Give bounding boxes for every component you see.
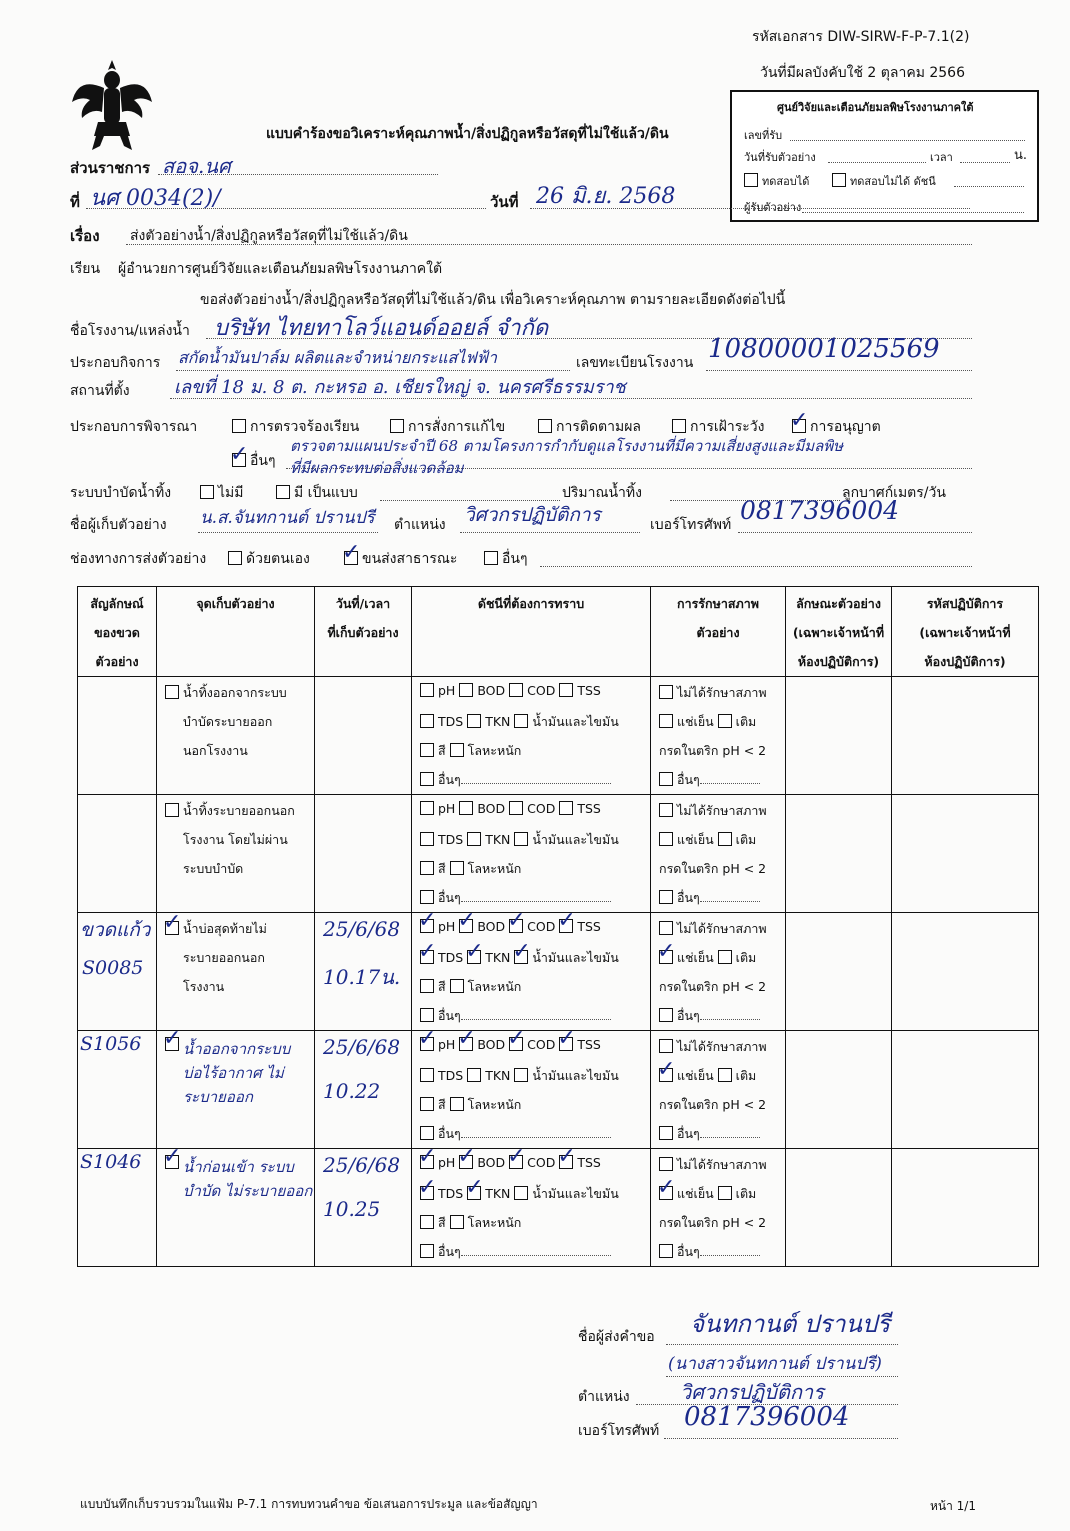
table-row [78, 677, 1039, 795]
receipt-box [730, 90, 1039, 222]
signature-position-value: วิศวกรปฏิบัติการ [680, 1380, 824, 1404]
idx-other: อื่นๆ [438, 890, 461, 905]
sample-type-cell [786, 913, 892, 1031]
cannot-test-checkbox[interactable]: ทดสอบไม่ได้ ดัชนี [832, 172, 936, 190]
checkbox[interactable] [420, 832, 434, 846]
preservation-cell [651, 1149, 786, 1267]
table-row [78, 1149, 1039, 1267]
treatment-none-checkbox[interactable]: ไม่มี [200, 482, 244, 504]
checkbox[interactable] [459, 1037, 473, 1051]
idx-cod: COD [527, 683, 556, 698]
checkbox[interactable] [559, 801, 573, 815]
idx-tss: TSS [577, 683, 601, 698]
checkbox[interactable] [559, 919, 573, 933]
idx-tds: TDS [438, 1068, 464, 1083]
memo-body: ขอส่งตัวอย่างน้ำ/สิ่งปฏิกูลหรือวัสดุที่ไม่ใช้แล้ว/ดิน เพื่อวิเคราะห์คุณภาพ ตามรายละเอียดดังต่อไปนี้ [200, 292, 786, 308]
datetime-cell [315, 1149, 412, 1267]
treatment-has-checkbox[interactable]: มี เป็นแบบ [276, 482, 358, 504]
date-value: 26 มิ.ย. 2568 [536, 184, 676, 209]
checkbox[interactable] [718, 832, 732, 846]
checkbox[interactable] [659, 772, 673, 786]
col-symbol: สัญลักษณ์ ของขวด ตัวอย่าง [78, 587, 157, 677]
doc-code: รหัสเอกสาร DIW-SIRW-F-P-7.1(2) [752, 29, 970, 45]
checkbox[interactable] [514, 1068, 528, 1082]
col-point: จุดเก็บตัวอย่าง [157, 587, 315, 677]
index-cell [412, 1031, 651, 1149]
checkbox[interactable] [509, 1037, 523, 1051]
pres-cool: แช่เย็น [677, 950, 714, 965]
sample-date: 25/6/68 [323, 1035, 401, 1059]
opt-other-checkbox[interactable]: ✓อื่นๆ [232, 450, 276, 472]
checkbox[interactable] [420, 1186, 434, 1200]
pres-acid: กรดในตริก pH < 2 [659, 743, 767, 758]
other-detail-2: ที่มีผลกระทบต่อสิ่งแวดล้อม [290, 459, 464, 477]
checkbox[interactable] [420, 772, 434, 786]
pres-acid: กรดในตริก pH < 2 [659, 861, 767, 876]
page-number: หน้า 1/1 [930, 1499, 976, 1513]
delivery-other-checkbox[interactable]: อื่นๆ [484, 548, 528, 570]
checkbox[interactable] [459, 683, 473, 697]
idx-tss: TSS [577, 1037, 601, 1052]
to-value: ผู้อำนวยการศูนย์วิจัยและเตือนภัยมลพิษโรงงานภาคใต้ [118, 261, 443, 277]
receipt-no-label: เลขที่รับ [744, 129, 783, 142]
point-line-2: บำบัดระบายออก [183, 714, 273, 729]
sender-signature: จันทกานต์ ปรานปรี [690, 1310, 891, 1338]
preservation-cell [651, 677, 786, 795]
point-handwritten: น้ำออกจากระบบ บ่อไร้อากาศ ไม่ระบายออก [183, 1040, 291, 1106]
index-cell [412, 1149, 651, 1267]
idx-color: สี [438, 1215, 446, 1230]
agency-label: ส่วนราชการ [70, 159, 151, 177]
sample-time: 10.22 [323, 1079, 381, 1103]
checkbox[interactable] [659, 803, 673, 817]
idx-color: สี [438, 979, 446, 994]
receipt-time-label: เวลา [930, 151, 953, 164]
idx-metal: โลหะหนัก [467, 979, 522, 994]
idx-other: อื่นๆ [438, 772, 461, 787]
volume-unit: ลูกบาศก์เมตร/วัน [842, 485, 946, 501]
agency-value: สอจ.นศ [162, 154, 231, 178]
checkbox[interactable] [659, 832, 673, 846]
table-row [78, 795, 1039, 913]
symbol-cell [78, 1031, 157, 1149]
preservation-cell [651, 913, 786, 1031]
point-line-1 [165, 1155, 183, 1170]
idx-cod: COD [527, 801, 556, 816]
sample-type-cell [786, 677, 892, 795]
checkbox[interactable] [420, 1068, 434, 1082]
receipt-title: ศูนย์วิจัยและเตือนภัยมลพิษโรงงานภาคใต้ [777, 101, 974, 114]
checkbox[interactable] [509, 801, 523, 815]
pres-add: เติม [735, 1186, 757, 1201]
factory-name-value: บริษัท ไทยทาโลว์แอนด์ออยล์ จำกัด [214, 316, 549, 341]
receipt-date-label: วันที่รับตัวอย่าง [744, 151, 816, 164]
symbol-cell [78, 913, 157, 1031]
address-value: เลขที่ 18 ม. 8 ต. กะหรอ อ. เชียรใหญ่ จ. นครศรีธรรมราช [174, 377, 626, 398]
point-line-3: นอกโรงงาน [183, 743, 248, 758]
pres-acid: กรดในตริก pH < 2 [659, 1215, 767, 1230]
idx-tds: TDS [438, 832, 464, 847]
factory-name-label: ชื่อโรงงาน/แหล่งน้ำ [70, 323, 190, 339]
table-row [78, 913, 1039, 1031]
idx-fog: น้ำมันและไขมัน [532, 714, 619, 729]
col-index: ดัชนีที่ต้องการทราบ [412, 587, 651, 677]
idx-tkn: TKN [485, 950, 511, 965]
datetime-cell [315, 677, 412, 795]
checkbox[interactable] [559, 1037, 573, 1051]
opt-surveillance-checkbox[interactable]: การเฝ้าระวัง [672, 416, 764, 438]
checkbox[interactable] [467, 1186, 481, 1200]
checkbox[interactable] [718, 1068, 732, 1082]
address-label: สถานที่ตั้ง [70, 383, 130, 399]
checkbox[interactable] [659, 950, 673, 964]
idx-fog: น้ำมันและไขมัน [532, 1186, 619, 1201]
pres-acid: กรดในตริก pH < 2 [659, 1097, 767, 1112]
checkbox[interactable] [659, 1157, 673, 1171]
checkbox[interactable] [659, 1186, 673, 1200]
sender-label: ชื่อผู้ส่งคำขอ [578, 1329, 655, 1345]
idx-metal: โลหะหนัก [467, 861, 522, 876]
checkbox[interactable] [420, 950, 434, 964]
checkbox[interactable] [450, 1215, 464, 1229]
point-cell [157, 1031, 315, 1149]
idx-fog: น้ำมันและไขมัน [532, 1068, 619, 1083]
index-cell [412, 913, 651, 1031]
checkbox[interactable] [509, 683, 523, 697]
checkbox[interactable] [420, 1155, 434, 1169]
datetime-cell [315, 1031, 412, 1149]
opt-complaint-checkbox[interactable]: การตรวจร้องเรียน [232, 416, 359, 438]
checkbox[interactable] [420, 683, 434, 697]
checkbox[interactable] [659, 1068, 673, 1082]
signature-phone-label: เบอร์โทรศัพท์ [578, 1423, 660, 1439]
idx-color: สี [438, 1097, 446, 1112]
pres-cool: แช่เย็น [677, 714, 714, 729]
idx-cod: COD [527, 919, 556, 934]
sender-fullname: (นางสาวจันทกานต์ ปรานปรี) [668, 1354, 882, 1374]
reg-value: 10800001025569 [708, 334, 940, 364]
delivery-self-checkbox[interactable]: ด้วยตนเอง [228, 548, 310, 570]
idx-metal: โลหะหนัก [467, 743, 522, 758]
checkbox[interactable] [659, 921, 673, 935]
checkbox[interactable] [718, 950, 732, 964]
idx-color: สี [438, 861, 446, 876]
checkbox[interactable] [467, 832, 481, 846]
checkbox[interactable] [509, 1155, 523, 1169]
col-preservation: การรักษาสภาพ ตัวอย่าง [651, 587, 786, 677]
idx-ph: pH [438, 1037, 456, 1052]
checkbox[interactable] [420, 861, 434, 875]
idx-metal: โลหะหนัก [467, 1215, 522, 1230]
checkbox[interactable] [659, 1039, 673, 1053]
index-cell [412, 677, 651, 795]
idx-tkn: TKN [485, 1186, 511, 1201]
datetime-cell [315, 913, 412, 1031]
signature-position-label: ตำแหน่ง [578, 1389, 630, 1405]
no-value: นศ 0034(2)/ [90, 186, 221, 211]
pres-none: ไม่ได้รักษาสภาพ [677, 685, 767, 700]
idx-bod: BOD [477, 919, 506, 934]
checkbox[interactable] [420, 1126, 434, 1140]
pres-none: ไม่ได้รักษาสภาพ [677, 1157, 767, 1172]
col-datetime: วันที่/เวลา ที่เก็บตัวอย่าง [315, 587, 412, 677]
point-cell [157, 677, 315, 795]
point-line-1: ✓น้ำบ่อสุดท้ายไม่ [165, 919, 267, 939]
checkbox[interactable] [450, 1097, 464, 1111]
business-value: สกัดน้ำมันปาล์ม ผลิตและจำหน่ายกระแสไฟฟ้า [178, 348, 497, 367]
checkbox[interactable] [450, 743, 464, 757]
delivery-public-checkbox[interactable]: ✓ ขนส่งสาธารณะ [344, 548, 457, 570]
receipt-time-unit: น. [1014, 148, 1028, 163]
table-header-row [78, 587, 1039, 677]
pres-none: ไม่ได้รักษาสภาพ [677, 1039, 767, 1054]
pres-other: อื่นๆ [677, 772, 700, 787]
checkbox[interactable] [718, 714, 732, 728]
checkbox[interactable] [659, 714, 673, 728]
can-test-checkbox[interactable]: ทดสอบได้ [744, 172, 809, 190]
collector-phone: 0817396004 [740, 496, 900, 525]
checkbox[interactable] [420, 919, 434, 933]
treatment-label: ระบบบำบัดน้ำทิ้ง [70, 485, 172, 501]
lab-code-cell [892, 1031, 1039, 1149]
idx-ph: pH [438, 919, 456, 934]
idx-bod: BOD [477, 683, 506, 698]
pres-cool: แช่เย็น [677, 832, 714, 847]
checkbox[interactable] [420, 743, 434, 757]
checkbox[interactable] [659, 685, 673, 699]
opt-follow-checkbox[interactable]: การติดตามผล [538, 416, 641, 438]
idx-ph: pH [438, 683, 456, 698]
pres-none: ไม่ได้รักษาสภาพ [677, 803, 767, 818]
receiver-label: ผู้รับตัวอย่าง [744, 201, 802, 214]
idx-tss: TSS [577, 1155, 601, 1170]
lab-code-cell [892, 1149, 1039, 1267]
sample-table [77, 586, 1039, 1267]
pres-acid: กรดในตริก pH < 2 [659, 979, 767, 994]
subject-value: ส่งตัวอย่างน้ำ/สิ่งปฏิกูลหรือวัสดุที่ไม่ใช้แล้ว/ดิน [130, 228, 408, 244]
pres-add: เติม [735, 714, 757, 729]
point-line-1: น้ำทิ้งระบายออกนอก [165, 801, 295, 821]
checkbox[interactable] [420, 1097, 434, 1111]
collector-phone-label: เบอร์โทรศัพท์ [650, 517, 732, 533]
col-lab-code: รหัสปฏิบัติการ (เฉพาะเจ้าหน้าที่ ห้องปฏิบัติการ) [892, 587, 1039, 677]
signature-phone-value: 0817396004 [684, 1402, 850, 1432]
garuda-emblem [68, 56, 156, 154]
checkbox[interactable] [459, 1155, 473, 1169]
sample-date: 25/6/68 [323, 1153, 401, 1177]
idx-other: อื่นๆ [438, 1244, 461, 1259]
checkbox[interactable] [559, 1155, 573, 1169]
reg-label: เลขทะเบียนโรงงาน [576, 355, 694, 371]
idx-tkn: TKN [485, 1068, 511, 1083]
pres-other: อื่นๆ [677, 1008, 700, 1023]
no-label: ที่ [70, 193, 80, 211]
checkbox[interactable] [420, 1244, 434, 1258]
idx-tss: TSS [577, 801, 601, 816]
point-handwritten: น้ำก่อนเข้า ระบบบำบัด ไม่ระบายออก [183, 1158, 313, 1200]
idx-tds: TDS [438, 714, 464, 729]
checkbox[interactable] [514, 714, 528, 728]
checkbox[interactable] [659, 1244, 673, 1258]
sample-type-cell [786, 1149, 892, 1267]
checkbox[interactable] [659, 1126, 673, 1140]
preservation-cell [651, 795, 786, 913]
idx-bod: BOD [477, 1037, 506, 1052]
idx-fog: น้ำมันและไขมัน [532, 950, 619, 965]
point-line-3: โรงงาน [183, 979, 225, 994]
consideration-label: ประกอบการพิจารณา [70, 419, 198, 435]
checkbox[interactable] [467, 950, 481, 964]
delivery-label: ช่องทางการส่งตัวอย่าง [70, 551, 207, 567]
idx-metal: โลหะหนัก [467, 1097, 522, 1112]
symbol-line-1: S1046 [80, 1151, 142, 1173]
idx-cod: COD [527, 1037, 556, 1052]
idx-fog: น้ำมันและไขมัน [532, 832, 619, 847]
idx-other: อื่นๆ [438, 1008, 461, 1023]
pres-add: เติม [735, 832, 757, 847]
effective-date: วันที่มีผลบังคับใช้ 2 ตุลาคม 2566 [760, 65, 965, 81]
col-sample-type: ลักษณะตัวอย่าง (เฉพาะเจ้าหน้าที่ ห้องปฏิบัติการ) [786, 587, 892, 677]
idx-tds: TDS [438, 1186, 464, 1201]
checkbox[interactable] [420, 1008, 434, 1022]
symbol-line-1: ขวดแก้ว [80, 919, 151, 941]
checkbox[interactable] [559, 683, 573, 697]
pres-cool: แช่เย็น [677, 1068, 714, 1083]
checkbox[interactable] [420, 1215, 434, 1229]
point-checkbox[interactable] [165, 685, 179, 699]
lab-code-cell [892, 677, 1039, 795]
checkbox[interactable] [420, 1037, 434, 1051]
point-checkbox[interactable] [165, 803, 179, 817]
idx-color: สี [438, 743, 446, 758]
checkbox[interactable] [459, 919, 473, 933]
pres-other: อื่นๆ [677, 1126, 700, 1141]
idx-bod: BOD [477, 801, 506, 816]
idx-tkn: TKN [485, 832, 511, 847]
point-line-1 [165, 1037, 183, 1052]
business-label: ประกอบกิจการ [70, 355, 161, 371]
checkbox[interactable] [718, 1186, 732, 1200]
pres-other: อื่นๆ [677, 890, 700, 905]
idx-ph: pH [438, 1155, 456, 1170]
symbol-cell [78, 677, 157, 795]
point-cell [157, 913, 315, 1031]
pres-cool: แช่เย็น [677, 1186, 714, 1201]
date-label: วันที่ [490, 193, 519, 211]
checkbox[interactable] [420, 714, 434, 728]
lab-code-cell [892, 795, 1039, 913]
idx-other: อื่นๆ [438, 1126, 461, 1141]
pres-other: อื่นๆ [677, 1244, 700, 1259]
point-checkbox[interactable] [165, 921, 179, 935]
idx-bod: BOD [477, 1155, 506, 1170]
other-detail-1: ตรวจตามแผนประจำปี 68 ตามโครงการกำกับดูแลโรงงานที่มีความเสี่ยงสูงและมีมลพิษ [290, 437, 844, 455]
idx-tss: TSS [577, 919, 601, 934]
point-cell [157, 795, 315, 913]
symbol-cell [78, 795, 157, 913]
checkbox[interactable] [450, 979, 464, 993]
collector-name: น.ส.จันทกานต์ ปรานปรี [200, 508, 375, 528]
point-checkbox[interactable] [165, 1155, 179, 1169]
idx-tkn: TKN [485, 714, 511, 729]
table-row [78, 1031, 1039, 1149]
to-label: เรียน [70, 261, 101, 277]
checkbox[interactable] [420, 890, 434, 904]
checkbox[interactable] [514, 1186, 528, 1200]
pres-none: ไม่ได้รักษาสภาพ [677, 921, 767, 936]
subject-label: เรื่อง [70, 227, 100, 245]
footer-note: แบบบันทึกเก็บรวบรวมในแฟ้ม P-7.1 การทบทวนคำขอ ข้อเสนอการประมูล และข้อสัญญา [80, 1497, 538, 1511]
point-cell [157, 1149, 315, 1267]
pres-add: เติม [735, 1068, 757, 1083]
checkbox[interactable] [420, 801, 434, 815]
datetime-cell [315, 795, 412, 913]
checkbox[interactable] [450, 861, 464, 875]
checkbox[interactable] [509, 919, 523, 933]
sample-date: 25/6/68 [323, 917, 401, 941]
opt-permit-checkbox[interactable]: ✓ การอนุญาต [792, 416, 881, 438]
checkbox[interactable] [514, 832, 528, 846]
preservation-cell [651, 1031, 786, 1149]
sample-type-cell [786, 795, 892, 913]
symbol-line-2: S0085 [82, 957, 144, 979]
point-checkbox[interactable] [165, 1037, 179, 1051]
symbol-cell [78, 1149, 157, 1267]
form-title: แบบคำร้องขอวิเคราะห์คุณภาพน้ำ/สิ่งปฏิกูลหรือวัสดุที่ไม่ใช้แล้ว/ดิน [266, 126, 669, 142]
idx-ph: pH [438, 801, 456, 816]
volume-label: ปริมาณน้ำทิ้ง [562, 485, 642, 501]
checkbox[interactable] [420, 979, 434, 993]
sample-type-cell [786, 1031, 892, 1149]
idx-tds: TDS [438, 950, 464, 965]
checkbox[interactable] [467, 714, 481, 728]
point-line-2: โรงงาน โดยไม่ผ่าน [183, 832, 288, 847]
checkbox[interactable] [659, 890, 673, 904]
collector-position-label: ตำแหน่ง [394, 517, 446, 533]
symbol-line-1: S1056 [80, 1033, 142, 1055]
sample-time: 10.17น. [323, 965, 401, 989]
collector-position: วิศวกรปฏิบัติการ [464, 504, 601, 526]
point-line-3: ระบบบำบัด [183, 861, 244, 876]
opt-order-checkbox[interactable]: การสั่งการแก้ไข [390, 416, 505, 438]
point-line-1: น้ำทิ้งออกจากระบบ [165, 683, 287, 703]
checkbox[interactable] [467, 1068, 481, 1082]
collector-label: ชื่อผู้เก็บตัวอย่าง [70, 517, 167, 533]
sample-time: 10.25 [323, 1197, 381, 1221]
pres-add: เติม [735, 950, 757, 965]
checkbox[interactable] [514, 950, 528, 964]
lab-code-cell [892, 913, 1039, 1031]
point-line-2: ระบายออกนอก [183, 950, 265, 965]
index-cell [412, 795, 651, 913]
checkbox[interactable] [459, 801, 473, 815]
checkbox[interactable] [659, 1008, 673, 1022]
idx-cod: COD [527, 1155, 556, 1170]
